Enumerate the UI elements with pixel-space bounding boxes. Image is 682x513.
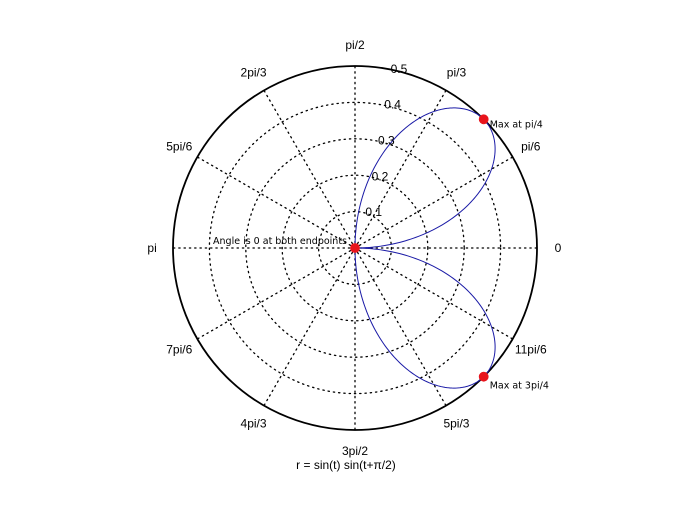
radial-tick-label-0: 0.1 bbox=[365, 205, 383, 220]
angle-tick-label-9: 3pi/2 bbox=[341, 443, 369, 458]
angle-tick-label-5: 5pi/6 bbox=[166, 139, 193, 154]
radial-tick-label-3: 0.4 bbox=[384, 97, 401, 112]
annotation-max-pi4: Max at pi/4 bbox=[489, 119, 543, 131]
marker-origin bbox=[350, 243, 359, 252]
annotation-origin: Angle is 0 at both endpoints bbox=[213, 236, 347, 247]
x-axis-label: r = sin(t) sin(t+π/2) bbox=[296, 458, 396, 472]
radial-tick-label-4: 0.5 bbox=[390, 61, 408, 76]
marker-max-pi4 bbox=[479, 115, 488, 124]
angle-tick-label-8: 4pi/3 bbox=[240, 416, 267, 431]
annotation-max-3pi4: Max at 3pi/4 bbox=[489, 380, 549, 392]
angle-tick-label-6: pi bbox=[147, 241, 157, 255]
angle-tick-label-10: 5pi/3 bbox=[443, 416, 470, 431]
radial-tick-label-1: 0.2 bbox=[371, 169, 389, 184]
radial-tick-label-2: 0.3 bbox=[377, 133, 395, 148]
angle-tick-label-4: 2pi/3 bbox=[240, 65, 267, 80]
angle-tick-label-7: 7pi/6 bbox=[166, 342, 193, 357]
angle-tick-label-3: pi/2 bbox=[345, 38, 365, 53]
angle-tick-label-11: 11pi/6 bbox=[514, 342, 547, 357]
angle-tick-label-0: 0 bbox=[554, 241, 562, 255]
angle-tick-label-2: pi/3 bbox=[446, 65, 467, 80]
angle-tick-label-1: pi/6 bbox=[521, 139, 541, 154]
marker-max-3pi4 bbox=[479, 372, 488, 381]
